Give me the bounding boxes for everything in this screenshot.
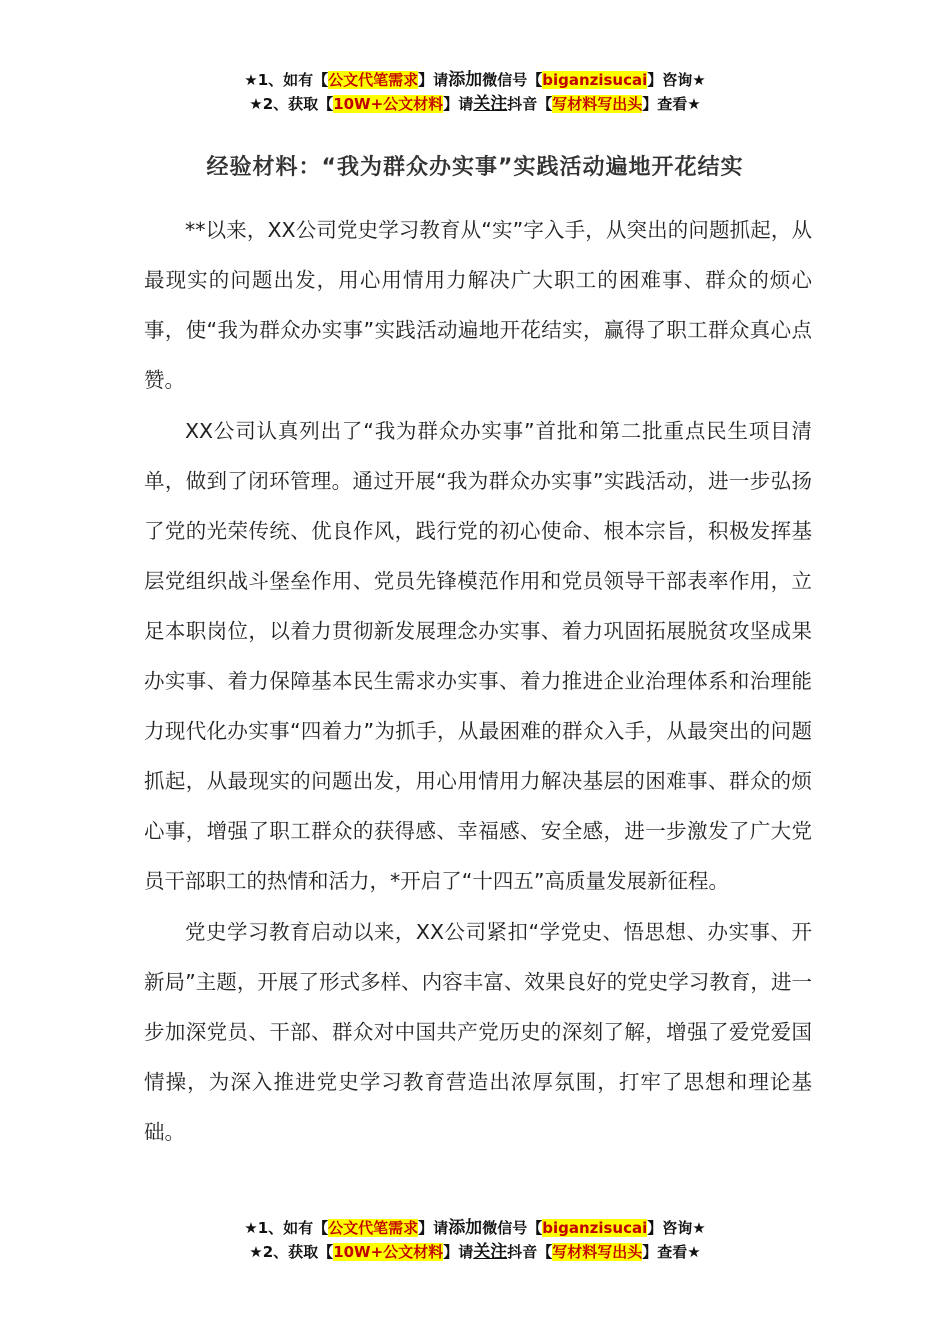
promo-line-2: ★2、获取【10W+公文材料】请关注抖音【写材料写出头】查看★ — [249, 1242, 701, 1262]
document-title: 经验材料：“我为群众办实事”实践活动遍地开花结实 — [206, 155, 744, 180]
highlight-materials: 10W+公文材料 — [333, 1243, 444, 1261]
highlight-douyin: 写材料写出头 — [552, 1243, 643, 1261]
promo-line-2: ★2、获取【10W+公文材料】请关注抖音【写材料写出头】查看★ — [249, 94, 701, 114]
highlight-materials: 10W+公文材料 — [333, 95, 444, 113]
highlight-wechat-id: biganzisucai — [542, 71, 648, 89]
highlight-douyin: 写材料写出头 — [552, 95, 643, 113]
paragraph-2: XX公司认真列出了“我为群众办实事”首批和第二批重点民生项目清单，做到了闭环管理。通过开展“我为群众办实事”实践活动，进一步弘扬了党的光荣传统、优良作风，践行党的初心使命、根本宗旨，积极发挥基层党组织战斗堡垒作用、党员先锋模范作用和党员领导干部表率作用，立足本职岗位，以着力贯彻新发展理念办实事、着力巩固拓展脱贫攻坚成果办实事、着力保障基本民生需求办实事、着力推进企业治理体系和治理能力现代化办实事“四着力”为抓手，从最困难的群众入手，从最突出的问题抓起，从最现实的问题出发，用心用情用力解决基层的困难事、群众的烦心事，增强了职工群众的获得感、幸福感、安全感，进一步激发了广大党员干部职工的热情和活力，*开启了“十四五”高质量发展新征程。 — [144, 419, 812, 893]
paragraph-1: **以来，XX公司党史学习教育从“实”字入手，从突出的问题抓起，从最现实的问题出发，用心用情用力解决广大职工的困难事、群众的烦心事，使“我为群众办实事”实践活动遍地开花结实，赢得了职工群众真心点赞。 — [144, 218, 812, 392]
highlight-service: 公文代笔需求 — [328, 71, 419, 89]
paragraph-3: 党史学习教育启动以来，XX公司紧扣“学党史、悟思想、办实事、开新局”主题，开展了形式多样、内容丰富、效果良好的党史学习教育，进一步加深党员、干部、群众对中国共产党历史的深刻了解，增强了爱党爱国情操，为深入推进党史学习教育营造出浓厚氛围，打牢了思想和理论基础。 — [144, 920, 812, 1144]
promo-footer — [0, 1216, 950, 1264]
document-body — [144, 205, 812, 1158]
highlight-wechat-id: biganzisucai — [542, 1219, 648, 1237]
promo-line-1: ★1、如有【公文代笔需求】请添加微信号【biganzisucai】咨询★ — [244, 70, 706, 90]
promo-header — [0, 68, 950, 116]
promo-line-1: ★1、如有【公文代笔需求】请添加微信号【biganzisucai】咨询★ — [244, 1218, 706, 1238]
highlight-service: 公文代笔需求 — [328, 1219, 419, 1237]
